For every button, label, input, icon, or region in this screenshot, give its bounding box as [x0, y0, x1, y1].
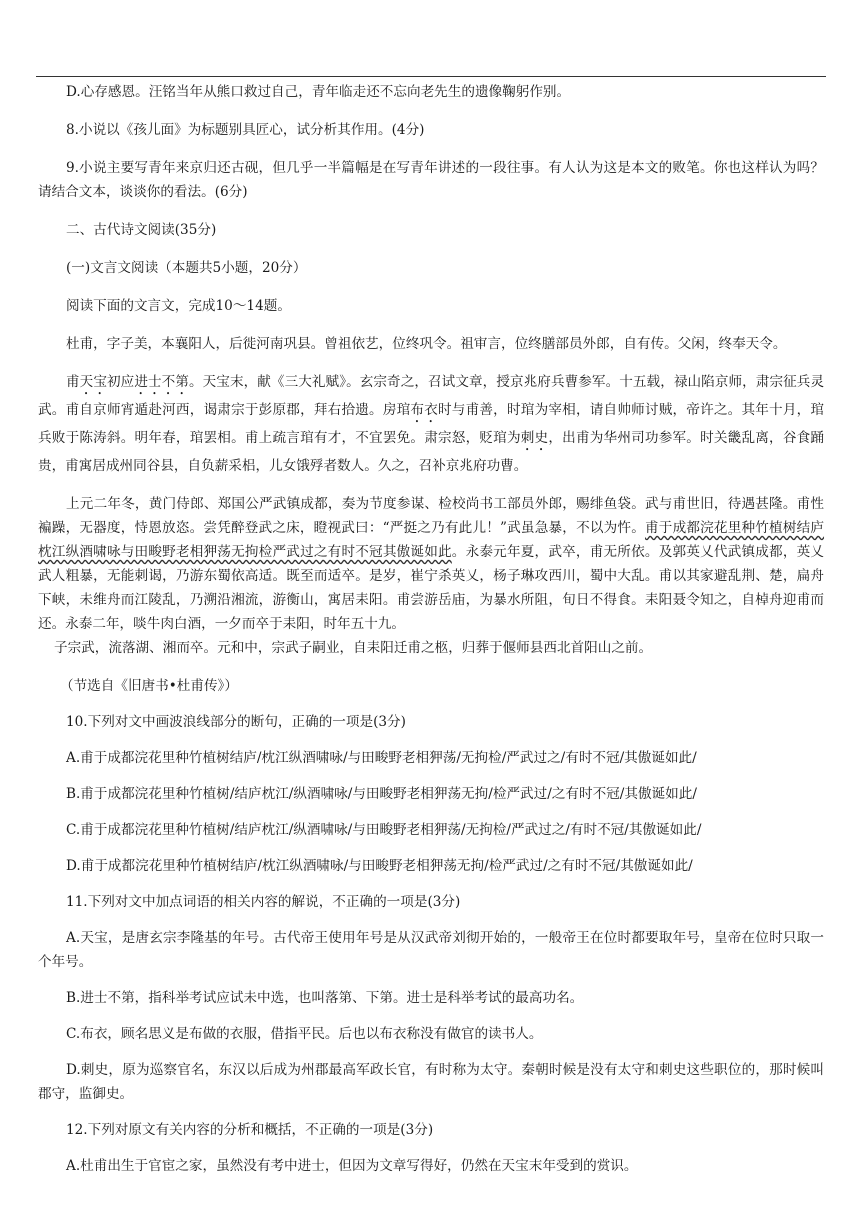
question-11-option-d: D.刺史，原为巡察官名，东汉以后成为州郡最高军政长官，有时称为太守。秦朝时候是没有太守和刺史这些职位的，那时候叫郡守，监御史。: [38, 1062, 824, 1102]
passage-text: 上元二年冬，黄门侍郎、郑国公严武镇成都，奏为节度参谋、检校尚书工部员外郎，赐绯鱼袋。武与甫世旧，待遇甚隆。甫性褊躁，无器度，恃恩放恣。尝凭醉登武之床，瞪视武曰：“严挺之乃有此儿！”武虽急暴，不以为忤。: [38, 496, 824, 536]
passage-text: 甫: [66, 374, 80, 390]
wavy-underlined-passage: 甫于成都浣花里种竹植树结庐枕江纵酒啸咏与田畯野老相狎荡无拘检严武过之有时不冠其傲诞如此: [38, 520, 825, 560]
passage-paragraph-2: [38, 370, 824, 478]
question-10-option-d: D.甫于成都浣花里种竹植树结庐/枕江纵酒啸咏/与田畯野老相狎荡无拘/检严武过/之有时不冠/其傲诞如此/: [66, 858, 693, 874]
passage-text: 初应: [107, 374, 135, 390]
document-page: [38, 80, 824, 1178]
question-9: 9.小说主要写青年来京归还古砚，但几乎一半篇幅是在写青年讲述的一段往事。有人认为这是本文的败笔。你也这样认为吗？请结合文本，谈谈你的看法。(6分): [38, 160, 824, 200]
dotted-term-cishi: 刺史: [520, 430, 549, 446]
question-11-option-b: B.进士不第，指科举考试应试未中选，也叫落第、下第。进士是科举考试的最高功名。: [66, 990, 584, 1006]
dotted-term-buyi: 布衣: [410, 402, 439, 418]
question-11-stem: 11.下列对文中加点词语的相关内容的解说，不正确的一项是(3分): [66, 894, 461, 910]
passage-text: 。天宝末，献《三大礼赋》。玄宗奇之，召试文章，授京兆府兵曹参军。十五载，禄山陷京师，肃宗征兵灵武。甫自京师宵遁赴河西，谒肃宗于彭原郡，拜右拾遗。房琯: [38, 374, 825, 418]
passage-paragraph-4: 子宗武，流落湖、湘而卒。元和中，宗武子嗣业，自耒阳迁甫之柩，归葬于偃师县西北首阳山之前。: [54, 640, 653, 656]
question-10-stem: 10.下列对文中画波浪线部分的断句，正确的一项是(3分): [66, 714, 406, 730]
question-11-option-c: C.布衣，顾名思义是布做的衣服，借指平民。后也以布衣称没有做官的读书人。: [66, 1026, 543, 1042]
question-12-option-a: A.杜甫出生于官宦之家，虽然没有考中进士，但因为文章写得好，仍然在天宝末年受到的赏识。: [66, 1158, 638, 1174]
passage-text: ，出甫为华州司功参军。时关畿乱离，谷食踊贵，甫寓居成州同谷县，自负薪采梠，儿女饿殍者数人。久之，召补京兆府功曹。: [38, 430, 825, 474]
question-8: 8.小说以《孩儿面》为标题别具匠心，试分析其作用。(4分): [66, 122, 425, 138]
passage-source: （节选自《旧唐书•杜甫传》）: [60, 678, 238, 694]
section-2-1-title: (一)文言文阅读（本题共5小题，20分）: [66, 260, 307, 276]
dotted-term-tianbao: 天宝: [79, 374, 107, 390]
dotted-term-jinshi: 进士不第: [134, 374, 189, 390]
question-10-option-a: A.甫于成都浣花里种竹植树结庐/枕江纵酒啸咏/与田畯野老相狎荡/无拘检/严武过之/有时不冠/其傲诞如此/: [66, 750, 697, 766]
question-10-option-c: C.甫于成都浣花里种竹植树/结庐枕江/纵酒啸咏/与田畯野老相狎荡/无拘检/严武过之/有时不冠/其傲诞如此/: [66, 822, 702, 838]
passage-text: 。永泰元年夏，武卒，甫无所依。及郭英乂代武镇成都，英乂武人粗暴，无能刺谒，乃游东蜀依高适。既至而适卒。是岁，崔宁杀英乂，杨子琳攻西川，蜀中大乱。甫以其家避乱荆、楚，扁舟下峡，未维舟而江陵乱，乃溯沿湘流，游衡山，寓居耒阳。甫尝游岳庙，为暴水所阻，旬日不得食。耒阳聂令知之，自棹舟迎甫而还。永泰二年，啖牛肉白酒，一夕而卒于耒阳，时年五十九。: [38, 544, 825, 632]
q7-option-d: D.心存感恩。汪铭当年从熊口救过自己，青年临走还不忘向老先生的遗像鞠躬作别。: [66, 84, 571, 100]
passage-paragraph-3: [38, 492, 824, 636]
question-11-option-a: A.天宝，是唐玄宗李隆基的年号。古代帝王使用年号是从汉武帝刘彻开始的，一般帝王在位时都要取年号，皇帝在位时只取一个年号。: [38, 930, 824, 970]
reading-instruction: 阅读下面的文言文，完成10～14题。: [66, 298, 291, 314]
question-10-option-b: B.甫于成都浣花里种竹植树/结庐枕江/纵酒啸咏/与田畯野老相狎荡无拘/检严武过/之有时不冠/其傲诞如此/: [66, 786, 697, 802]
section-2-title: 二、古代诗文阅读(35分): [66, 222, 217, 238]
passage-text: 时与甫善，时琯为宰相，请自帅师讨贼，帝许之。其年十月，琯兵败于陈涛斜。明年春，琯罢相。甫上疏言琯有才，不宜罢免。肃宗怒，贬琯为: [38, 402, 825, 446]
passage-paragraph-1: 杜甫，字子美，本襄阳人，后徙河南巩县。曾祖依艺，位终巩令。祖审言，位终膳部员外郎，自有传。父闲，终奉天令。: [66, 336, 787, 352]
question-12-stem: 12.下列对原文有关内容的分析和概括，不正确的一项是(3分): [66, 1122, 434, 1138]
header-rule: [36, 76, 826, 77]
